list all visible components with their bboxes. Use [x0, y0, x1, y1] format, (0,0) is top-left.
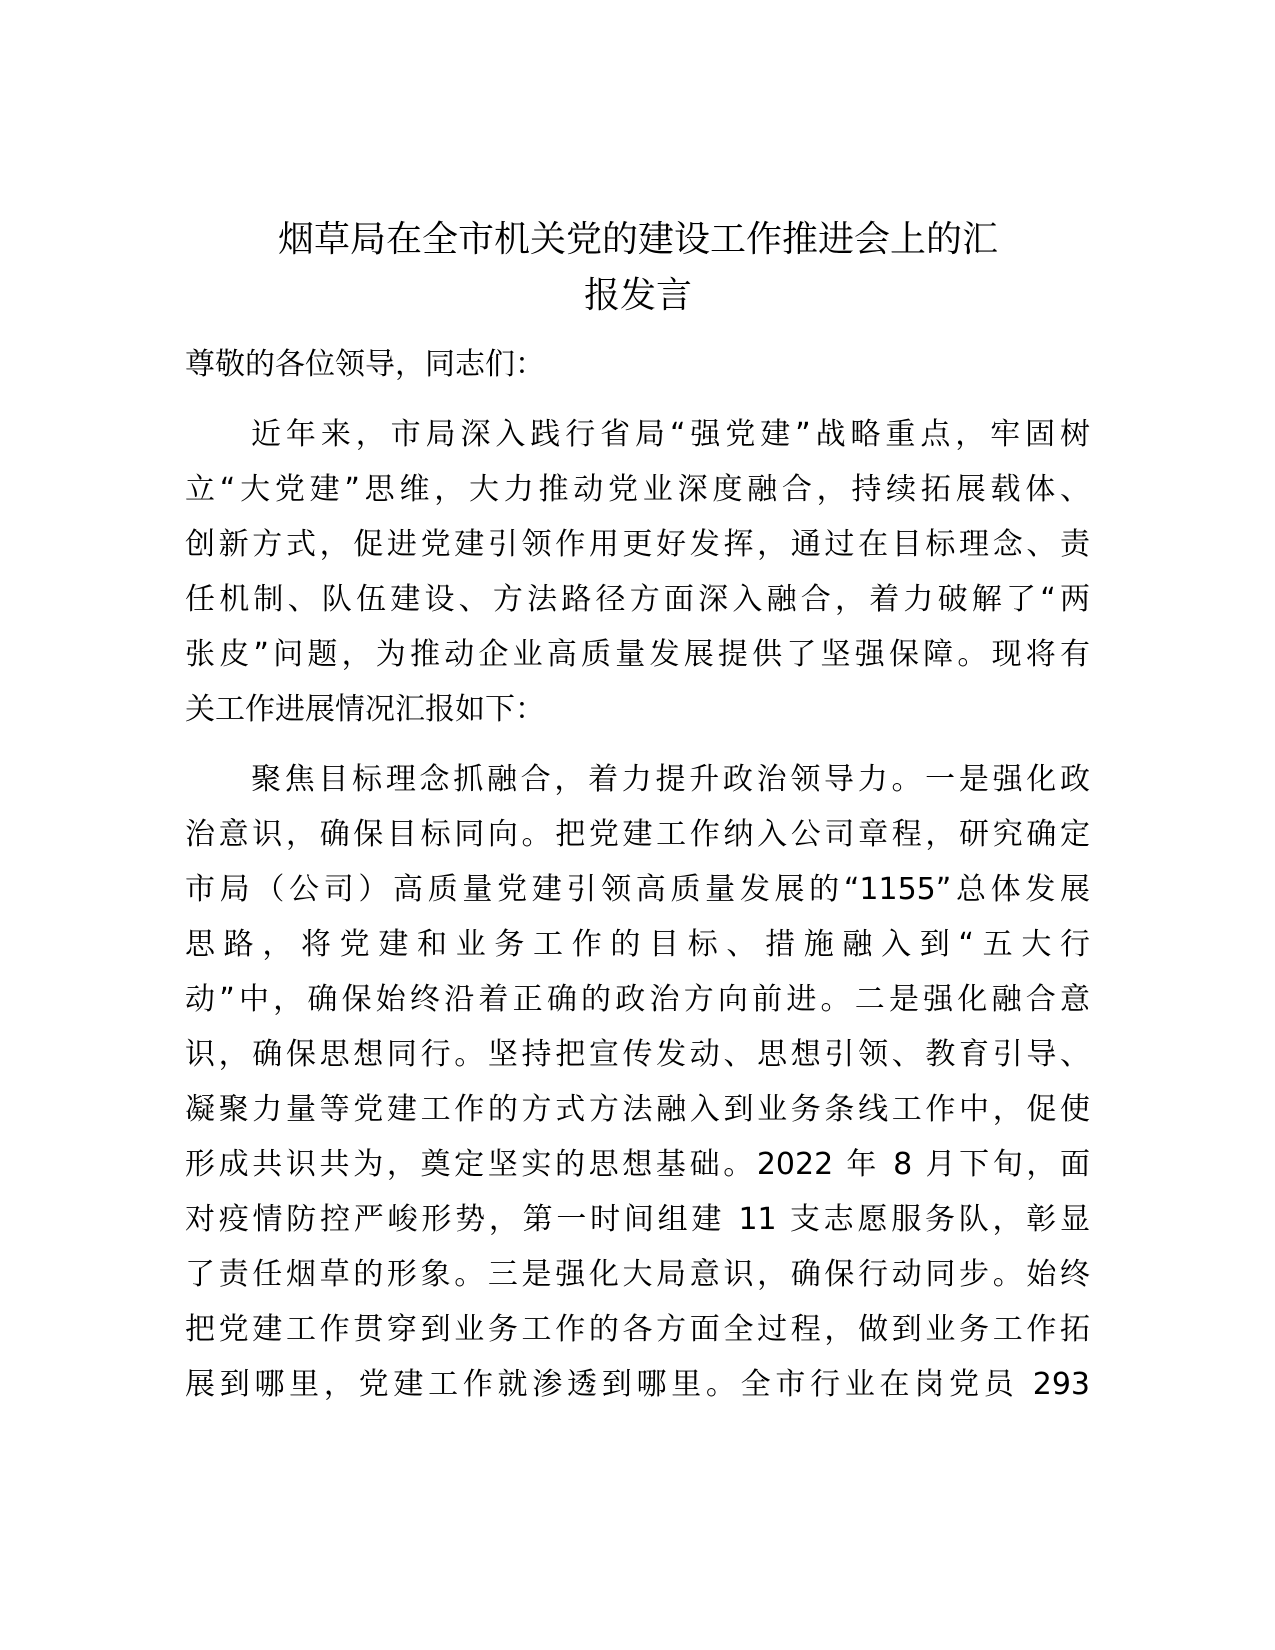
paragraph-1-line-5: 张皮”问题，为推动企业高质量发展提供了坚强保障。现将有 — [185, 637, 1090, 672]
document-title-line-1: 烟草局在全市机关党的建设工作推进会上的汇 — [277, 219, 998, 260]
paragraph-2-line-9: 对疫情防控严峻形势，第一时间组建 11 支志愿服务队，彰显 — [185, 1202, 1090, 1237]
paragraph-1-line-1: 近年来，市局深入践行省局“强党建”战略重点，牢固树 — [251, 417, 1090, 452]
paragraph-1-line-2: 立“大党建”思维，大力推动党业深度融合，持续拓展载体、 — [185, 472, 1090, 507]
paragraph-2-line-12: 展到哪里，党建工作就渗透到哪里。全市行业在岗党员 293 — [185, 1367, 1090, 1402]
document-title-line-2: 报发言 — [583, 275, 692, 316]
paragraph-2-line-1: 聚焦目标理念抓融合，着力提升政治领导力。一是强化政 — [251, 762, 1090, 797]
paragraph-2-line-5: 动”中，确保始终沿着正确的政治方向前进。二是强化融合意 — [185, 982, 1090, 1017]
paragraph-2-line-2: 治意识，确保目标同向。把党建工作纳入公司章程，研究确定 — [185, 817, 1090, 852]
paragraph-2-line-4: 思路，将党建和业务工作的目标、措施融入到“五大行 — [185, 927, 1090, 962]
paragraph-1-line-3: 创新方式，促进党建引领作用更好发挥，通过在目标理念、责 — [185, 527, 1090, 562]
paragraph-2-line-8: 形成共识共为，奠定坚实的思想基础。2022 年 8 月下旬，面 — [185, 1147, 1090, 1182]
paragraph-1-line-6: 关工作进展情况汇报如下： — [185, 692, 545, 727]
paragraph-2-line-10: 了责任烟草的形象。三是强化大局意识，确保行动同步。始终 — [185, 1257, 1090, 1292]
paragraph-2-line-6: 识，确保思想同行。坚持把宣传发动、思想引领、教育引导、 — [185, 1037, 1090, 1072]
paragraph-2-line-7: 凝聚力量等党建工作的方式方法融入到业务条线工作中，促使 — [185, 1092, 1090, 1127]
paragraph-2-line-11: 把党建工作贯穿到业务工作的各方面全过程，做到业务工作拓 — [185, 1312, 1090, 1347]
paragraph-2-line-3: 市局（公司）高质量党建引领高质量发展的“1155”总体发展 — [185, 872, 1090, 907]
salutation: 尊敬的各位领导，同志们： — [185, 347, 545, 382]
paragraph-1-line-4: 任机制、队伍建设、方法路径方面深入融合，着力破解了“两 — [185, 582, 1090, 617]
